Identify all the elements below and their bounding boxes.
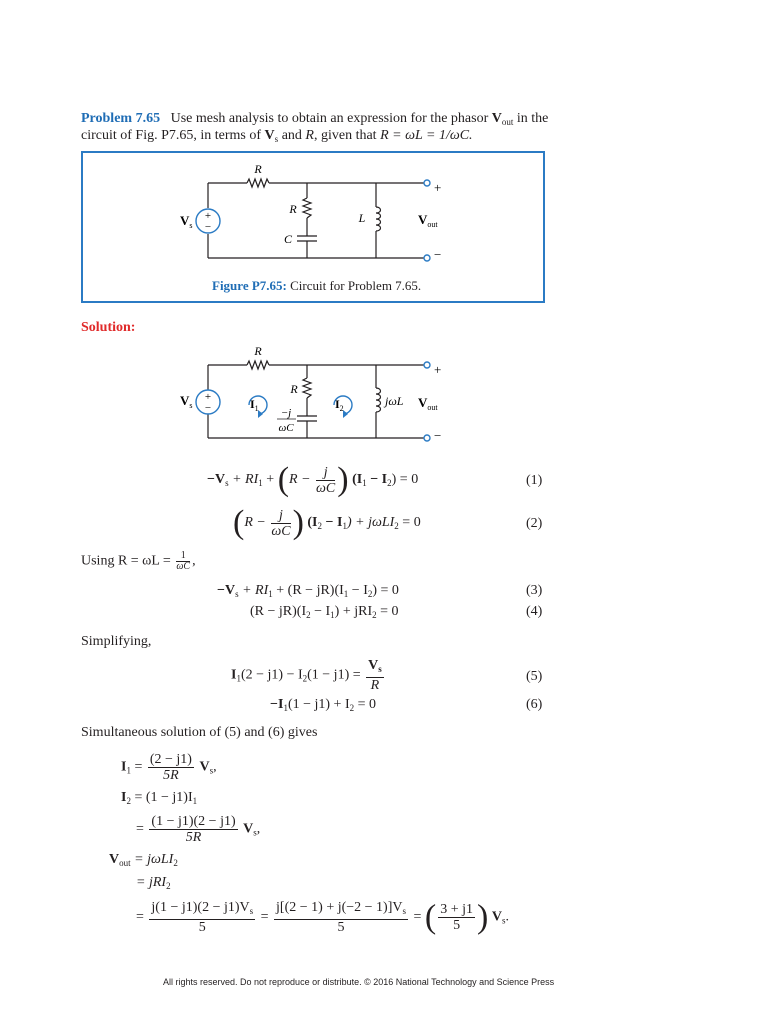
fig-label-c: C <box>283 232 293 246</box>
sol-cap-den: ωC <box>278 422 294 434</box>
sol-label-i2: $I_2$ <box>335 397 344 413</box>
result-vout: $V_{out} = j\omega LI_2$ <box>109 852 178 868</box>
equation-3: $-V_s + RI_1 + (R - jR)(I_1 - I_2) = 0$ <box>217 583 399 599</box>
sol-label-jwl: jωL <box>385 394 404 408</box>
problem-text-2a: circuit of Fig. P7.65, in terms of <box>81 128 262 143</box>
equation-6-number: (6) <box>526 697 543 712</box>
problem-text-2b: and <box>281 128 302 143</box>
simultaneous-text: Simultaneous solution of (5) and (6) gives <box>81 725 318 740</box>
svg-text:+: + <box>204 391 212 403</box>
equation-3-number: (3) <box>526 583 543 598</box>
fig-label-r-top: R <box>254 162 262 176</box>
problem-text-1-tail: in the <box>516 111 549 126</box>
equation-2: (R − $\frac{j}{\omega C}$ ) $(I_2 - I_1) + j\omega LI_2 = 0$ <box>233 504 421 541</box>
result-i2: $I_2 = (1 - j1)I_1$ <box>121 790 198 806</box>
fig-label-vs: $V_s$ <box>180 213 193 230</box>
fig-label-r-mid: R <box>289 202 297 216</box>
equation-1-number: (1) <box>526 473 543 488</box>
solution-circuit <box>0 330 768 450</box>
result-i2-expanded: = $\frac{(1 - j1)(2 - j1)}{5R}$ $V_s$, <box>136 814 261 845</box>
figure-caption-text: Circuit for Problem 7.65. <box>290 278 422 293</box>
sol-label-i1: $I_1$ <box>250 397 259 413</box>
sol-label-vs: $V_s$ <box>180 393 193 410</box>
equation-4: $(R - jR)(I_2 - I_1) + jRI_2 = 0$ <box>250 604 399 620</box>
problem-label: Problem 7.65 <box>81 111 161 126</box>
r-symbol: R <box>305 128 314 143</box>
vout-symbol: V <box>491 111 502 126</box>
equation-5-number: (5) <box>526 669 543 684</box>
figure-caption-label: Figure P7.65: <box>212 278 287 293</box>
equation-2-number: (2) <box>526 516 543 531</box>
figure-caption <box>212 278 421 294</box>
terminal-bottom-icon <box>424 255 430 261</box>
equation-1: $-V_s + RI_1 + (R$ − $\frac{j}{\omega C}$ ) $(I_1 - I_2) = 0$ <box>207 461 419 498</box>
terminal-top-icon <box>424 180 430 186</box>
solution-heading: Solution: <box>81 320 136 335</box>
simplifying-text: Simplifying, <box>81 634 152 649</box>
fig-minus: − <box>434 247 442 262</box>
sol-cap-num: −j <box>280 407 292 419</box>
sol-minus: − <box>434 428 442 443</box>
result-final: = $\frac{j(1 - j1)(2 - j1)V_s}{5}$ = $\frac{j[(2 - 1) + j(-2 - 1)]V_s}{5}$ = ( $\frac{3 + j1}{5}$ ) $V_s$. <box>136 898 510 936</box>
equation-5: $I_1(2 - j1) - I_2(1 - j1)$ = $\frac{V_s}{R}$ <box>231 658 382 693</box>
vs-symbol: V <box>264 128 275 143</box>
fig-src-minus: − <box>204 221 212 233</box>
fig-plus: + <box>434 180 442 195</box>
vout-sub: out <box>501 117 514 127</box>
equation-4-number: (4) <box>526 604 543 619</box>
problem-text-1: Use mesh analysis to obtain an expression for the phasor <box>170 111 489 126</box>
sol-label-r-mid: R <box>290 382 298 396</box>
svg-text:−: − <box>204 402 212 414</box>
problem-text-2c: , given that <box>313 128 377 143</box>
result-jri2: = jRI$_2$ <box>136 875 171 891</box>
solution-terminal-bottom-icon <box>424 435 430 441</box>
fig-label-l: L <box>358 211 366 225</box>
fig-label-vout: $V_{out}$ <box>418 212 438 229</box>
fig-src-plus: + <box>204 210 212 222</box>
result-i1: $I_1$ = $\frac{(2 - j1)}{5R}$ $V_s$, <box>121 752 217 783</box>
sol-label-vout: $V_{out}$ <box>418 395 438 412</box>
equation-6: $-I_1(1 - j1) + I_2 = 0$ <box>270 697 377 713</box>
condition: R = ωL = 1/ωC. <box>380 128 473 143</box>
using-line: Using R = ωL = $\frac{1}{\omega C}$ , <box>81 550 196 572</box>
vs-sub: s <box>274 134 279 144</box>
copyright-footer: All rights reserved. Do not reproduce or distribute. © 2016 National Technology and Science Press <box>163 977 555 987</box>
sol-label-r-top: R <box>254 344 262 358</box>
solution-terminal-top-icon <box>424 362 430 368</box>
sol-plus: + <box>434 362 442 377</box>
